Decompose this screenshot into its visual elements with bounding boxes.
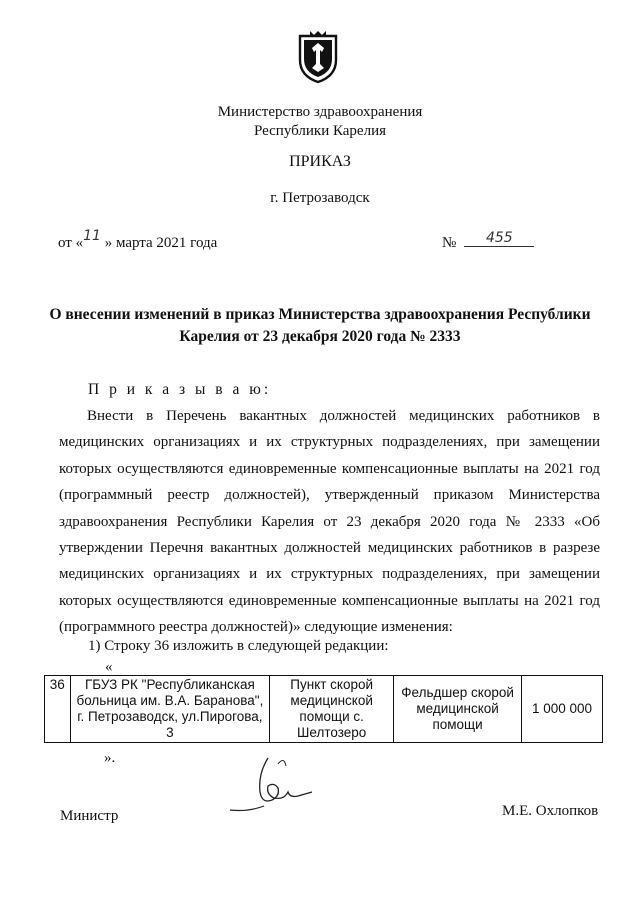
subject-line2: Карелия от 23 декабря 2020 года № 2333 bbox=[179, 328, 461, 345]
row-unit: Пункт скорой медицинской помощи с. Шелтозеро bbox=[270, 676, 394, 743]
number-line bbox=[442, 230, 534, 252]
document-subject bbox=[40, 304, 600, 348]
signer-name: М.Е. Охлопков bbox=[502, 803, 599, 819]
ministry-name-line2: Республики Карелия bbox=[253, 123, 387, 139]
row-organization: ГБУЗ РК "Республиканская больница им. В.А. Баранова", г. Петрозаводск, ул.Пирогова, 3 bbox=[70, 676, 270, 743]
row-number: 36 bbox=[45, 676, 71, 743]
date-rest: марта 2021 года bbox=[115, 235, 218, 251]
city: г. Петрозаводск bbox=[270, 190, 370, 206]
row-position: Фельдшер скорой медицинской помощи bbox=[394, 676, 522, 743]
item-1: 1) Строку 36 изложить в следующей редакции: bbox=[88, 638, 389, 654]
karelia-coat-of-arms-icon bbox=[296, 30, 340, 84]
subject-line1: О внесении изменений в приказ Министерства здравоохранения Республики bbox=[49, 306, 591, 323]
ministry-name-line1: Министерство здравоохранения bbox=[217, 104, 423, 120]
table-close-quote: ». bbox=[104, 750, 116, 766]
handwritten-signature-icon bbox=[228, 752, 328, 816]
order-word: П р и к а з ы в а ю: bbox=[88, 381, 272, 398]
positions-table bbox=[44, 675, 603, 743]
date-line bbox=[58, 228, 218, 252]
number-value: 455 bbox=[464, 230, 534, 247]
table-row bbox=[45, 676, 603, 743]
number-label: № bbox=[442, 235, 457, 251]
table-open-quote: « bbox=[105, 659, 113, 675]
signer-title: Министр bbox=[60, 808, 119, 824]
date-day: 11 bbox=[83, 228, 101, 244]
body-paragraph: Внести в Перечень вакантных должностей медицинских работников в медицинских организациях и их структурных подразделениях, при замещении которых осуществляются единовременные компенсационные выплаты на 2021 год (программный реестр должностей), утвержденный приказом Министерства здравоохранения Республики Карелия от 23 декабря 2020 года № 2333 «Об утверждении Перечня вакантных должностей медицинских работников в разрезе медицинских организациях и их структурных подразделениях, при замещении которых осуществляются единовременные компенсационные выплаты на 2021 год (программного реестра должностей)» следующие изменения: bbox=[59, 408, 600, 636]
date-close-quote: » bbox=[104, 235, 113, 251]
document-type: ПРИКАЗ bbox=[289, 153, 351, 170]
date-prefix: от bbox=[58, 235, 72, 251]
row-amount: 1 000 000 bbox=[522, 676, 603, 743]
date-open-quote: « bbox=[75, 235, 84, 251]
